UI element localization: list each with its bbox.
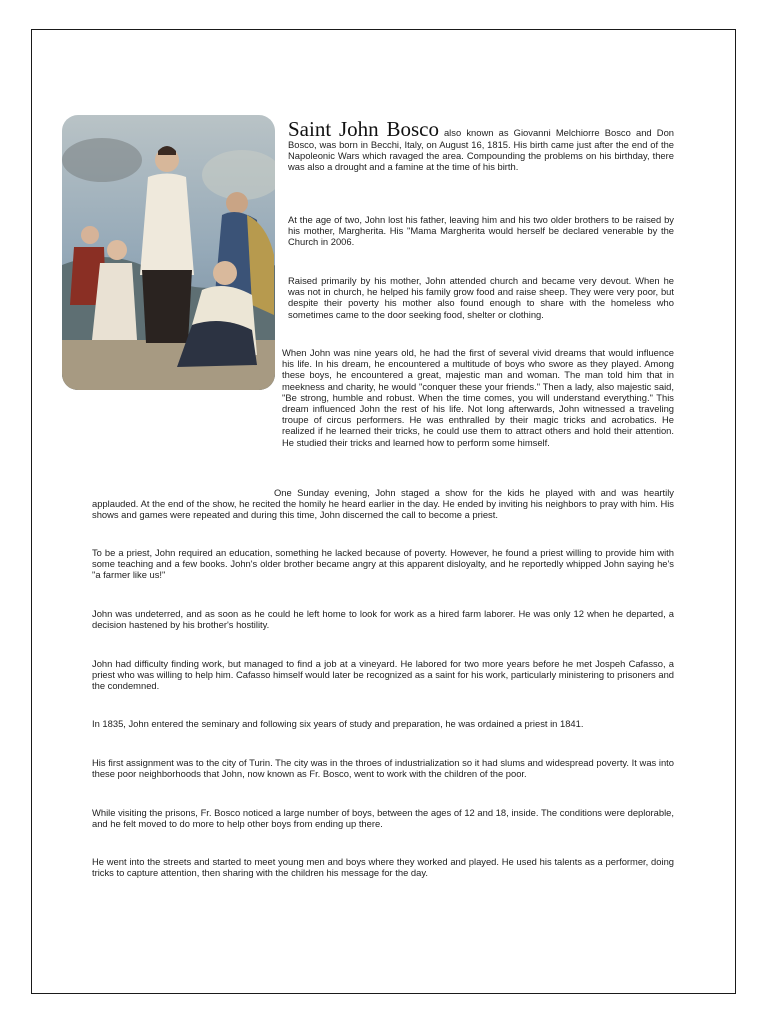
page-title: Saint John Bosco	[288, 117, 439, 141]
paragraph-4: When John was nine years old, he had the first of several vivid dreams that would influence his life. In his dream, he encountered a multitude of boys who swore as they played. Among these boys, he encountered a great, majestic man and woman. The man told him that in meekness and charity, he would "conquer these your friends." Then a lady, also majestic said, "Be strong, humble and robust. When the time comes, you will understand everything." This dream influenced John the rest of his life. Not long afterwards, John witnessed a traveling troupe of circus performers. He was enthralled by their magic tricks and acrobatics. He realized if he learned their tricks, he could use them to attract others and hold their attention. He studied their tricks and learned how to perform some himself.	[282, 347, 674, 448]
paragraph-8: John had difficulty finding work, but managed to find a job at a vineyard. He labored for two more years before he met Jospeh Cafasso, a priest who was willing to help him. Cafasso himself would later be recognized as a saint for his work, particularly ministering to prisoners and the condemned.	[92, 658, 674, 692]
paragraph-5: One Sunday evening, John staged a show for the kids he played with and was heartily applauded. At the end of the show, he recited the homily he heard earlier in the day. He ended by inviting his neighbors to pray with him. His shows and games were repeated and during this time, John discerned the call to become a priest.	[92, 487, 674, 521]
paragraph-6: To be a priest, John required an education, something he lacked because of poverty. However, he found a priest willing to provide him with some teaching and a few books. John's older brother became angry at this apparent disloyalty, and he reportedly whipped John saying he's "a farmer like us!"	[92, 547, 674, 581]
paragraph-9: In 1835, John entered the seminary and following six years of study and preparation, he was ordained a priest in 1841.	[92, 718, 584, 729]
paragraph-10: His first assignment was to the city of Turin. The city was in the throes of industrialization so it had slums and widespread poverty. It was into these poor neighborhoods that John, now known as Fr. Bosco, went to work with the children of the poor.	[92, 757, 674, 780]
intro-text: also known as Giovanni Melchiorre Bosco and Don Bosco, was born in Becchi, Italy, on August 16, 1815. His birth came just after the end of the Napoleonic Wars which ravaged the area. Compounding the problems on his birthday, there was also a drought and a famine at the time of his birth.	[288, 127, 674, 173]
paragraph-3: Raised primarily by his mother, John attended church and became very devout. When he was not in church, he helped his family grow food and raise sheep. They were very poor, but despite their poverty his mother also found enough to share with the homeless who sometimes came to the door seeking food, shelter or clothing.	[288, 275, 674, 320]
paragraph-12: He went into the streets and started to meet young men and boys where they worked and played. He used his talents as a performer, doing tricks to capture attention, then sharing with the children his message for the day.	[92, 856, 674, 879]
paragraph-2: At the age of two, John lost his father, leaving him and his two older brothers to be raised by his mother, Margherita. His "Mama Margherita would herself be declared venerable by the Church in 2006.	[288, 214, 674, 248]
paragraph-7: John was undeterred, and as soon as he could he left home to look for work as a hired farm laborer. He was only 12 when he departed, a decision hastened by his brother's hostility.	[92, 608, 674, 631]
intro-block	[288, 119, 674, 173]
saint-john-bosco-painting	[62, 115, 275, 390]
paragraph-11: While visiting the prisons, Fr. Bosco noticed a large number of boys, between the ages of 12 and 18, inside. The conditions were deplorable, and he felt moved to do more to help other boys from ending up there.	[92, 807, 674, 830]
intro-paragraph	[288, 119, 674, 173]
